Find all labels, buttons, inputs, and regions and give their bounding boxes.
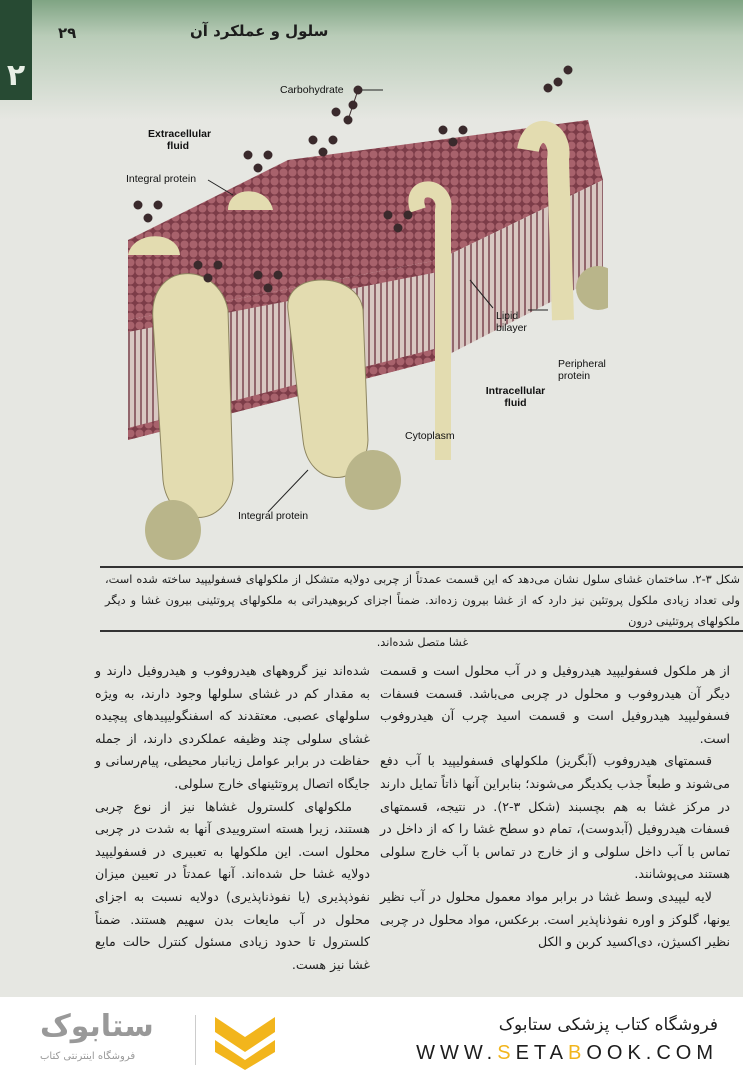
- running-title: سلول و عملکرد آن: [190, 22, 329, 40]
- paragraph: قسمتهای هیدروفوب (آبگریز) ملکولهای فسفولیپید با آب دفع می‌شوند و طبعاً جذب یکدیگر می‌شوند؛ بنابراین آنها ذاتاً تمایل دارند در مرکز غشا به هم بچسبند (شکل ۳-۲). در نتیجه، قسمتهای فسفات هیدروفیل (آبدوست)، تمام دو سطح غشا را که از داخل در تماس با آب داخل سلولی و از خارج در تماس با آب خارج سلولی هستند می‌پوشانند.: [380, 753, 730, 882]
- url-part: ETA: [515, 1042, 568, 1064]
- label-lipid-bilayer: Lipid bilayer: [496, 310, 527, 334]
- label-extracellular-fluid: Extracellular fluid: [148, 128, 212, 152]
- label-cytoplasm: Cytoplasm: [405, 430, 455, 442]
- caption-rule-bottom: [100, 630, 743, 632]
- paragraph: از هر ملکول فسفولیپید هیدروفیل و در آب محلول است و قسمت دیگر آن هیدروفوب و محلول در چربی می‌باشد. قسمت فسفات فسفولیپید هیدروفیل است و قسمت اسید چرب آن هیدروفوب است.: [380, 663, 730, 746]
- url-part-accent: S: [497, 1042, 516, 1064]
- integral-protein-middle: [288, 280, 368, 478]
- paragraph: ملکولهای کلسترول غشاها نیز از نوع چربی هستند، زیرا هسته استروییدی آنها به شدت در چربی محلول است. این ملکولها به تعبیری در فسفولیپید دولایه غشا حل شده‌اند. آنها عمدتاً در تعیین میزان نفوذپذیری (یا نفوذناپذیری) دولایه نسبت به اجزای محلول در آب مایعات بدن سهیم هستند. ضمناً کلسترول تا حدود زیادی مسئول کنترل حالت مایع غشا نیز هست.: [95, 798, 370, 972]
- paragraph: لایه لیپیدی وسط غشا در برابر مواد معمول محلول در آب نظیر یونها، گلوکز و اوره نفوذناپذیر است. برعکس، مواد محلول در چربی نظیر اکسیژن، دی‌اکسید کربن و الکل: [380, 888, 730, 950]
- setabook-logo[interactable]: [30, 1007, 290, 1072]
- label-integral-protein-bottom: Integral protein: [238, 510, 309, 522]
- paragraph: شده‌اند نیز گروههای هیدروفوب و هیدروفیل دارند و به مقدار کم در غشای سلولها وجود دارند، به ویژه سلولهای عصبی. معتقدند که اسفنگولیپیدهای پیچیده غشای سلولی چند وظیفه عملکردی دارند، از جمله حفاظت در برابر عوامل زیانبار محیطی، پیام‌رسانی و جایگاه اتصال پروتئینهای خارج سلولی.: [95, 663, 370, 791]
- label-carbohydrate: Carbohydrate: [280, 84, 344, 96]
- logo-tagline: فروشگاه اینترنتی کتاب: [40, 1051, 136, 1062]
- logo-name: ستابوک: [40, 1009, 154, 1044]
- shop-url[interactable]: [416, 1042, 718, 1065]
- caption-text: شکل ۳-۲. ساختمان غشای سلول نشان می‌دهد که این قسمت عمدتاً از چربی دولایه متشکل از ملکولهای فسفولیپید ساخته شده است، ولی تعداد زیادی ملکول پروتئین نیز دارد که از غشا بیرون زده‌اند. ضمناً اجزای کربوهیدراتی به ملکولهای پروتئینی بیرون غشا و دیگر ملکولهای پروتئینی درون: [105, 573, 740, 628]
- logo-divider: [195, 1015, 196, 1065]
- right-column: [380, 660, 730, 954]
- chevron-logo-icon: [210, 1012, 280, 1072]
- label-intracellular-fluid: Intracellular fluid: [485, 385, 546, 409]
- url-part: WWW.: [416, 1042, 498, 1064]
- figure-caption: [105, 569, 740, 653]
- url-part: OOK.COM: [586, 1042, 718, 1064]
- left-column: [95, 660, 370, 976]
- label-integral-protein-top: Integral protein: [126, 173, 197, 185]
- integral-protein-large: [153, 274, 233, 518]
- caption-text-end: غشا متصل شده‌اند.: [376, 636, 469, 649]
- caption-rule-top: [100, 566, 743, 568]
- footer-banner: [0, 997, 743, 1080]
- url-part-accent: B: [567, 1042, 587, 1064]
- page-number: ۲۹: [58, 24, 77, 42]
- cell-membrane-figure: [108, 60, 608, 565]
- chapter-tab: ۲: [0, 0, 32, 100]
- label-peripheral-protein: Peripheral protein: [558, 358, 606, 382]
- shop-name: فروشگاه کتاب پزشکی ستابوک: [498, 1015, 718, 1035]
